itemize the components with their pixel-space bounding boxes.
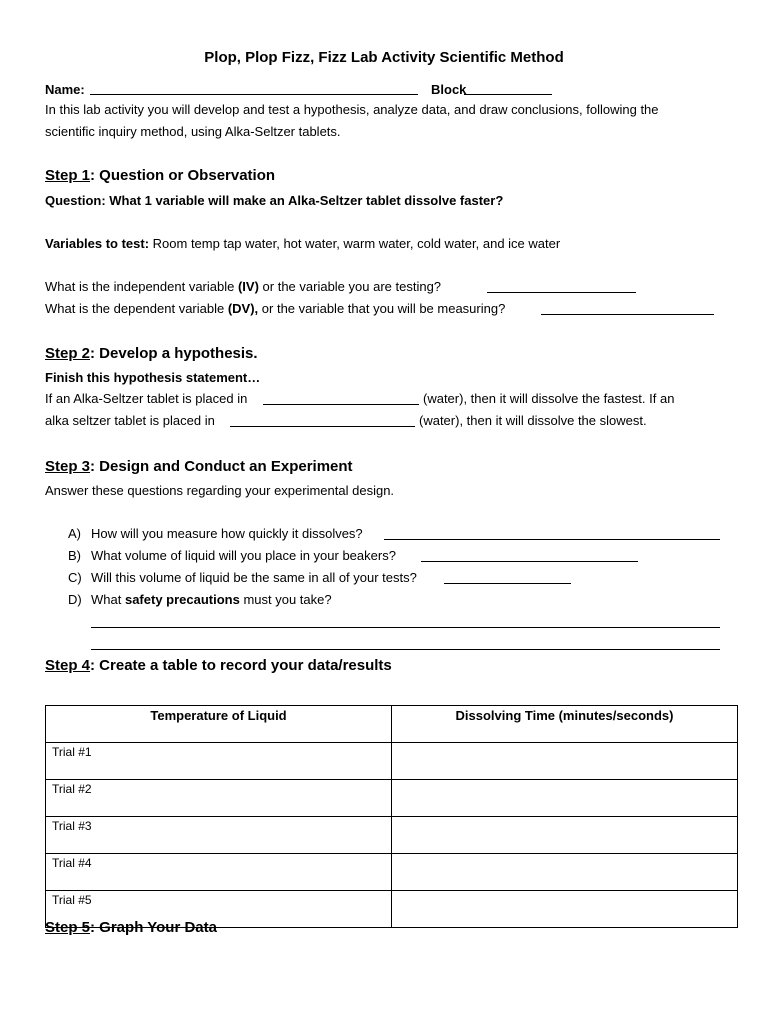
iv-question [45, 279, 441, 294]
step2-label: Step 2 [45, 345, 91, 362]
step2-title: : Develop a hypothesis. [90, 345, 258, 362]
iv-abbr: (IV) [237, 279, 259, 294]
hypothesis-line2-post: (water), then it will dissolve the slowest. [419, 413, 647, 428]
intro-line-2: scientific inquiry method, using Alka-Seltzer tablets. [45, 124, 341, 139]
column-header-temperature: Temperature of Liquid [46, 706, 392, 743]
column-header-dissolving-time: Dissolving Time (minutes/seconds) [392, 706, 738, 743]
step3-label: Step 3 [45, 458, 91, 475]
hypothesis-line1-post: (water), then it will dissolve the fastest. If an [423, 391, 675, 406]
slowest-water-field[interactable] [230, 413, 415, 427]
item-c-answer-field[interactable] [444, 570, 571, 584]
item-d-text [91, 592, 332, 607]
dv-question-text: What is the dependent variable [45, 301, 228, 316]
hypothesis-line1-pre: If an Alka-Seltzer tablet is placed in [45, 391, 248, 406]
item-b-text: What volume of liquid will you place in your beakers? [91, 548, 396, 563]
step3-title: : Design and Conduct an Experiment [90, 458, 353, 475]
variables-text: Room temp tap water, hot water, warm water, cold water, and ice water [149, 236, 561, 251]
item-a-answer-field[interactable] [384, 526, 720, 540]
hypothesis-line2-pre: alka seltzer tablet is placed in [45, 413, 215, 428]
dv-question [45, 301, 505, 316]
trial-label[interactable]: Trial #3 [46, 817, 392, 854]
intro-line-1: In this lab activity you will develop and test a hypothesis, analyze data, and draw conclusions, following the [45, 102, 659, 117]
item-a-text: How will you measure how quickly it dissolves? [91, 526, 363, 541]
step5-label: Step 5 [45, 919, 91, 936]
table-row [46, 780, 738, 817]
table-row [46, 743, 738, 780]
dissolving-time-cell[interactable] [392, 817, 738, 854]
trial-label[interactable]: Trial #4 [46, 854, 392, 891]
block-label: Block [431, 82, 467, 97]
item-d-answer-line-1[interactable] [91, 627, 720, 628]
iv-question-text: What is the independent variable [45, 279, 238, 294]
item-d-bold: safety precautions [124, 592, 240, 607]
iv-question-post: or the variable you are testing? [258, 279, 442, 294]
table-row [46, 817, 738, 854]
step3-subheading: Answer these questions regarding your experimental design. [45, 483, 395, 498]
iv-answer-field[interactable] [487, 279, 636, 293]
step4-heading [45, 657, 392, 674]
dissolving-time-cell[interactable] [392, 891, 738, 928]
block-field[interactable] [464, 82, 552, 95]
step1-title: : Question or Observation [90, 167, 276, 184]
name-label: Name: [45, 82, 85, 97]
trial-label[interactable]: Trial #5 [46, 891, 392, 928]
trial-label[interactable]: Trial #2 [46, 780, 392, 817]
table-header-row [46, 706, 738, 743]
item-a-letter: A) [68, 526, 81, 541]
item-b-answer-field[interactable] [421, 548, 638, 562]
item-d-pre: What [91, 592, 125, 607]
step3-heading [45, 458, 353, 475]
item-c-text: Will this volume of liquid be the same in all of your tests? [91, 570, 417, 585]
step4-label: Step 4 [45, 657, 91, 674]
variables-line [45, 236, 560, 251]
results-table [45, 705, 738, 928]
step1-heading [45, 167, 275, 184]
dv-abbr: (DV), [227, 301, 259, 316]
step4-title: : Create a table to record your data/results [90, 657, 392, 674]
item-d-letter: D) [68, 592, 82, 607]
step5-heading [45, 919, 217, 936]
dissolving-time-cell[interactable] [392, 854, 738, 891]
name-field[interactable] [90, 82, 418, 95]
item-d-post: must you take? [239, 592, 332, 607]
step1-label: Step 1 [45, 167, 91, 184]
step1-question: Question: What 1 variable will make an Alka-Seltzer tablet dissolve faster? [45, 193, 504, 208]
dv-answer-field[interactable] [541, 301, 714, 315]
step5-title: : Graph Your Data [90, 919, 217, 936]
table-row [46, 854, 738, 891]
item-c-letter: C) [68, 570, 82, 585]
item-d-answer-line-2[interactable] [91, 649, 720, 650]
dv-question-post: or the variable that you will be measuring? [258, 301, 506, 316]
dissolving-time-cell[interactable] [392, 780, 738, 817]
variables-label: Variables to test: [45, 236, 150, 251]
step2-heading [45, 345, 258, 362]
dissolving-time-cell[interactable] [392, 743, 738, 780]
item-b-letter: B) [68, 548, 81, 563]
trial-label[interactable]: Trial #1 [46, 743, 392, 780]
fastest-water-field[interactable] [263, 391, 419, 405]
step2-subheading: Finish this hypothesis statement… [45, 370, 261, 385]
page-title: Plop, Plop Fizz, Fizz Lab Activity Scientific Method [204, 49, 564, 66]
